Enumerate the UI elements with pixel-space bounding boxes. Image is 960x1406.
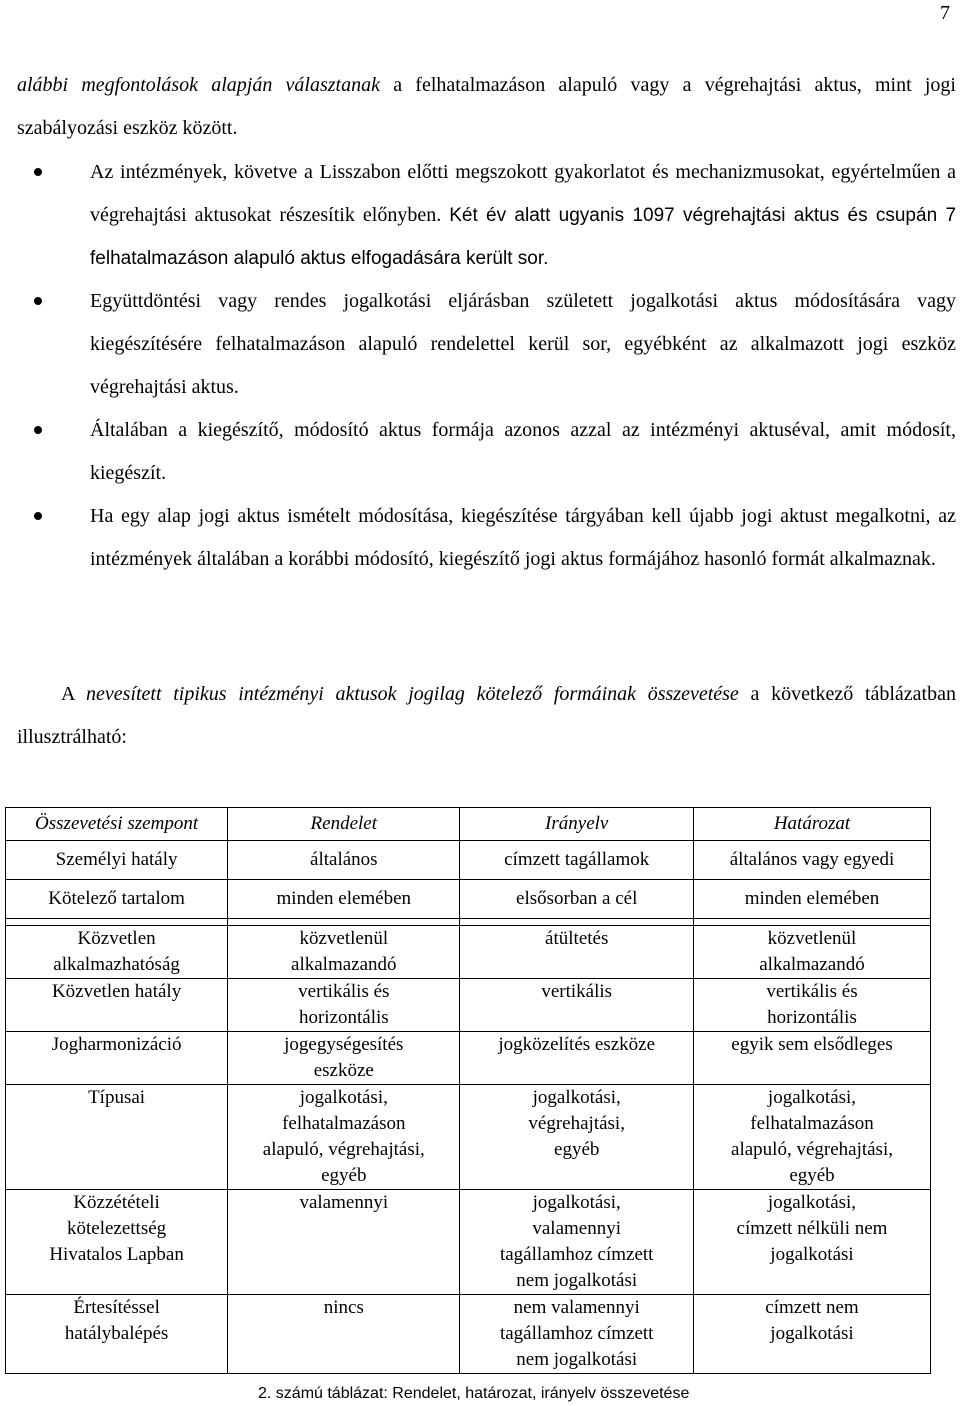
table-cell: jogalkotási, valamennyi tagállamhoz címzett nem jogalkotási	[460, 1190, 694, 1295]
table-cell: egyik sem elsődleges	[694, 1032, 931, 1085]
table-caption: 2. számú táblázat: Rendelet, határozat, irányelv összevetése	[258, 1385, 690, 1402]
table-cell: nem valamennyi tagállamhoz címzett nem jogalkotási	[460, 1295, 694, 1374]
bullet-text: Az intézmények, követve a Lisszabon előtti megszokott gyakorlatot és mechanizmusokat, egyértelműen a végrehajtási aktusokat részesítik előnyben.	[90, 161, 956, 226]
table-cell: általános	[228, 841, 460, 880]
table-cell: közvetlenül alkalmazandó	[228, 926, 460, 979]
table-row	[6, 1295, 931, 1374]
table-row	[6, 926, 931, 979]
table-cell: elsősorban a cél	[460, 880, 694, 919]
outro-rest: a következő táblázatban illusztrálható:	[17, 683, 956, 748]
table-cell: jogalkotási, végrehajtási, egyéb	[460, 1085, 694, 1190]
table-spacer-cell	[460, 919, 694, 926]
bullet-text: Általában a kiegészítő, módosító aktus formája azonos azzal az intézményi aktuséval, amit módosít, kiegészít.	[90, 419, 956, 484]
table-row	[6, 841, 931, 880]
table-spacer-cell	[228, 919, 460, 926]
table-row	[6, 1032, 931, 1085]
table-cell: címzett tagállamok	[460, 841, 694, 880]
outro-lead: A	[61, 683, 87, 705]
bullet-icon	[34, 168, 42, 176]
bullet-text: Ha egy alap jogi aktus ismételt módosítása, kiegészítése tárgyában kell újabb jogi aktust megalkotni, az intézmények általában a korábbi módosító, kiegészítő jogi aktus formájához hasonló formát alkalmaznak.	[90, 505, 956, 570]
table-cell: Közvetlen hatály	[6, 979, 228, 1032]
comparison-table	[5, 807, 931, 1374]
table-cell: címzett nem jogalkotási	[694, 1295, 931, 1374]
table-cell: közvetlenül alkalmazandó	[694, 926, 931, 979]
table-cell: átültetés	[460, 926, 694, 979]
table-header-cell: Összevetési szempont	[6, 808, 228, 841]
table-cell: Jogharmonizáció	[6, 1032, 228, 1085]
table-cell: valamennyi	[228, 1190, 460, 1295]
table-cell: vertikális és horizontális	[694, 979, 931, 1032]
table-cell: Személyi hatály	[6, 841, 228, 880]
table-cell: Értesítéssel hatálybalépés	[6, 1295, 228, 1374]
table-spacer-row	[6, 919, 931, 926]
page-number: 7	[940, 2, 950, 24]
table-cell: minden elemében	[228, 880, 460, 919]
table-cell: jogalkotási, felhatalmazáson alapuló, végrehajtási, egyéb	[228, 1085, 460, 1190]
table-cell: nincs	[228, 1295, 460, 1374]
intro-rest: a felhatalmazáson alapuló vagy a végrehajtási aktus, mint jogi szabályozási eszköz között.	[17, 74, 956, 139]
table-header-cell: Irányelv	[460, 808, 694, 841]
bullet-item	[17, 495, 956, 581]
table-header-row	[6, 808, 931, 841]
table-row	[6, 979, 931, 1032]
table-spacer-cell	[6, 919, 228, 926]
table-header-cell: Rendelet	[228, 808, 460, 841]
table-cell: jogegységesítés eszköze	[228, 1032, 460, 1085]
bullet-text-highlight: Két év alatt ugyanis 1097 végrehajtási aktus és csupán 7 felhatalmazáson alapuló aktus elfogadására került sor.	[90, 205, 957, 269]
table-cell: jogalkotási, címzett nélküli nem jogalkotási	[694, 1190, 931, 1295]
table-cell: Kötelező tartalom	[6, 880, 228, 919]
table-cell: jogalkotási, felhatalmazáson alapuló, végrehajtási, egyéb	[694, 1085, 931, 1190]
table-row	[6, 880, 931, 919]
bullet-icon	[34, 297, 42, 305]
table-header-cell: Határozat	[694, 808, 931, 841]
intro-paragraph	[17, 64, 956, 150]
table-cell: Közzétételi kötelezettség Hivatalos Lapban	[6, 1190, 228, 1295]
table-cell: jogközelítés eszköze	[460, 1032, 694, 1085]
bullet-item	[17, 409, 956, 495]
bullet-icon	[34, 426, 42, 434]
table-row	[6, 1085, 931, 1190]
table-cell: Közvetlen alkalmazhatóság	[6, 926, 228, 979]
bullet-icon	[34, 512, 42, 520]
bullet-list	[17, 151, 956, 581]
bullet-item	[17, 151, 956, 280]
outro-italic: nevesített tipikus intézményi aktusok jogilag kötelező formáinak összevetése	[86, 683, 739, 705]
table-spacer-cell	[694, 919, 931, 926]
table-cell: vertikális	[460, 979, 694, 1032]
table-cell: minden elemében	[694, 880, 931, 919]
intro-italic: alábbi megfontolások alapján választanak	[17, 74, 380, 96]
table-cell: vertikális és horizontális	[228, 979, 460, 1032]
bullet-item	[17, 280, 956, 409]
bullet-text: Együttdöntési vagy rendes jogalkotási eljárásban született jogalkotási aktus módosítására vagy kiegészítésére felhatalmazáson alapuló rendelettel kerül sor, egyébként az alkalmazott jogi eszköz végrehajtási aktus.	[90, 290, 956, 398]
table-cell: általános vagy egyedi	[694, 841, 931, 880]
table-cell: Típusai	[6, 1085, 228, 1190]
table-row	[6, 1190, 931, 1295]
outro-paragraph	[17, 673, 956, 759]
